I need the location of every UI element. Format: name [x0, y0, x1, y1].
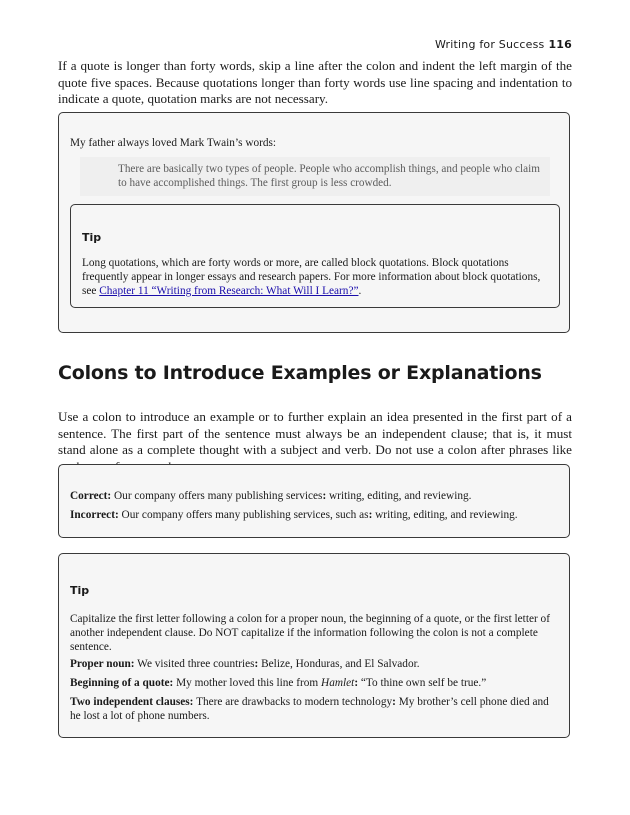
tip-text-after-link: .	[358, 285, 362, 297]
clauses-example	[70, 695, 550, 723]
page-number: 116	[548, 38, 572, 51]
incorrect-colon: :	[368, 509, 373, 521]
incorrect-text: Our company offers many publishing services, such as	[118, 509, 369, 521]
proper-noun-example	[70, 657, 550, 671]
tip-title: Tip	[82, 231, 102, 244]
capitalization-rule: Capitalize the first letter following a colon for a proper noun, the beginning of a quote, or the first letter of another independent clause. Do NOT capitalize if the information following the colon is not a complete sentence.	[70, 613, 550, 653]
running-header	[435, 38, 572, 51]
clauses-text: There are drawbacks to modern technology	[193, 696, 393, 708]
example-box	[58, 112, 570, 333]
section-heading: Colons to Introduce Examples or Explanations	[58, 362, 542, 384]
proper-noun-rest: Belize, Honduras, and El Salvador.	[258, 658, 420, 670]
proper-noun-colon: :	[254, 658, 259, 670]
quote-label: Beginning of a quote:	[70, 677, 174, 689]
capitalization-tip-box	[58, 553, 570, 738]
correct-example	[70, 489, 471, 503]
quote-rest: “To thine own self be true.”	[358, 677, 487, 689]
quote-example	[70, 676, 550, 690]
header-title: Writing for Success	[434, 38, 545, 51]
examples-box	[58, 464, 570, 538]
proper-noun-text: We visited three countries	[134, 658, 255, 670]
incorrect-example	[70, 508, 518, 522]
chapter-11-link[interactable]: Chapter 11 “Writing from Research: What Will I Learn?”	[99, 285, 359, 297]
proper-noun-label: Proper noun:	[70, 658, 135, 670]
correct-label: Correct:	[70, 490, 112, 502]
quote-text: My mother loved this line from	[173, 677, 322, 689]
quote-colon: :	[354, 677, 359, 689]
block-quote: There are basically two types of people. People who accomplish things, and people who claim to have accomplished things. The first group is less crowded.	[80, 157, 550, 196]
hamlet-italic: Hamlet	[321, 677, 355, 689]
incorrect-rest: writing, editing, and reviewing.	[372, 509, 518, 521]
tip-text-before-link: Long quotations, which are forty words or more, are called block quotations. Block quotations frequently appear in longer essays and research papers. For more information about block quotations, see	[82, 257, 541, 297]
clauses-rest: My brother’s cell phone died and he lost a lot of phone numbers.	[70, 696, 549, 722]
clauses-colon: :	[392, 696, 396, 708]
intro-paragraph: If a quote is longer than forty words, skip a line after the colon and indent the left margin of the quote five spaces. Because quotations longer than forty words use line spacing and indentation to indicate a quote, quotation marks are not necessary.	[58, 58, 572, 107]
tip-title-2: Tip	[70, 584, 90, 597]
section-paragraph-text: Use a colon to introduce an example or to further explain an idea presented in the first part of a sentence. The first part of the sentence must always be an independent clause; that is, it must stand alone as a complete thought with a subject and verb. Do not use a colon after phrases like	[58, 409, 572, 458]
correct-text: Our company offers many publishing services	[111, 490, 323, 502]
tip-text	[82, 256, 546, 298]
correct-colon: :	[322, 490, 327, 502]
clauses-label: Two independent clauses:	[70, 696, 194, 708]
correct-rest: writing, editing, and reviewing.	[326, 490, 472, 502]
tip-box	[70, 204, 560, 308]
example-lead: My father always loved Mark Twain’s words:	[70, 137, 277, 149]
incorrect-label: Incorrect:	[70, 509, 119, 521]
